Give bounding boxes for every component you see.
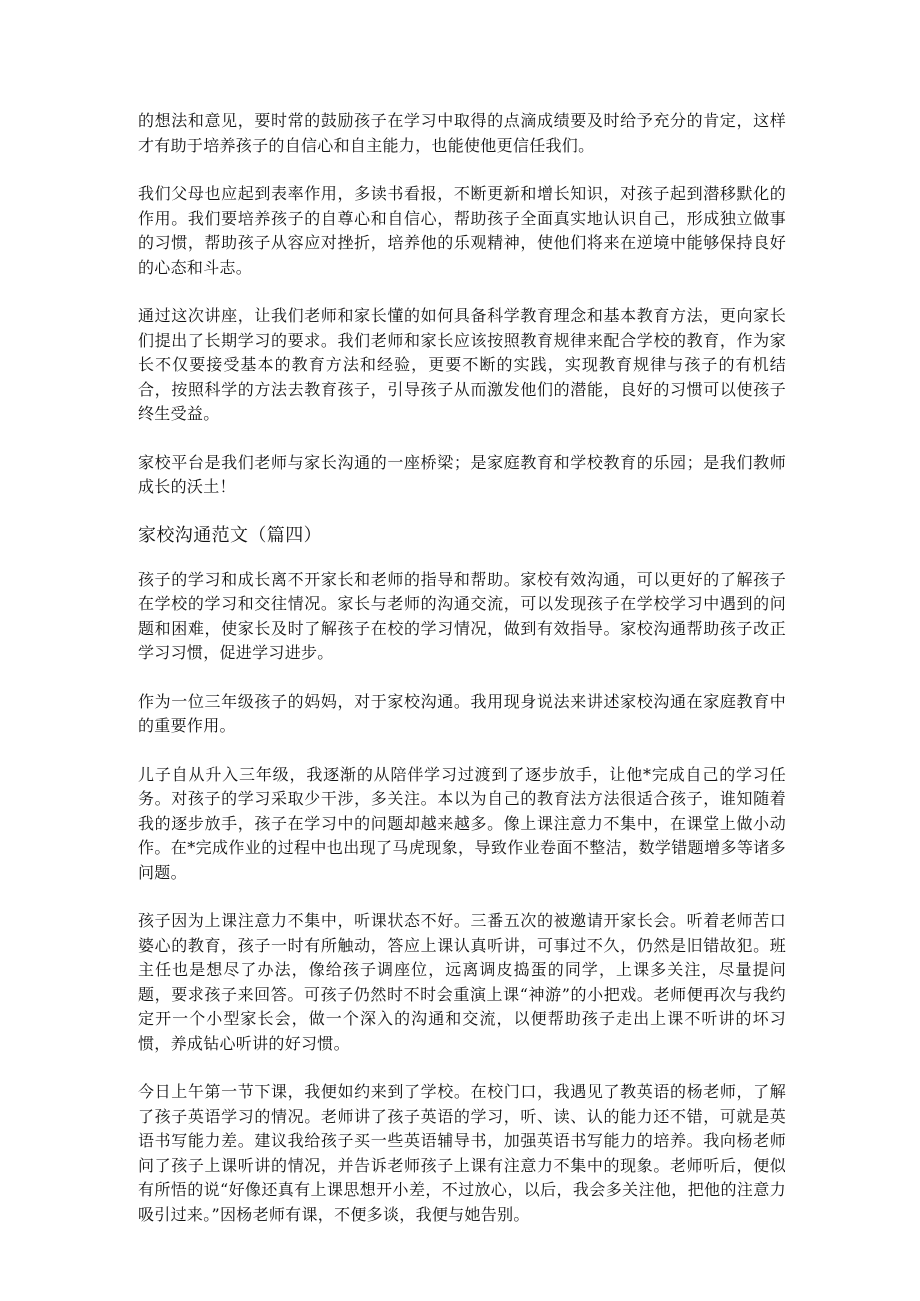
document-body [138,109,786,1251]
paragraph-platform-bridge: 家校平台是我们老师与家长沟通的一座桥梁；是家庭教育和学校教育的乐园；是我们教师成长的沃土！ [138,452,786,496]
paragraph-attention-problem: 孩子因为上课注意力不集中，听课状态不好。三番五次的被邀请开家长会。听着老师苦口婆心的教育，孩子一时有所触动，答应上课认真听讲，可事过不久，仍然是旧错故犯。班主任也是想尽了办法，像给孩子调座位，远离调皮捣蛋的同学，上课多关注，尽量提问题，要求孩子来回答。可孩子仍然时不时会重演上课“神游”的小把戏。老师便再次与我约定开一个小型家长会，做一个深入的沟通和交流，以便帮助孩子走出上课不听讲的坏习惯，养成钻心听讲的好习惯。 [138,911,786,1053]
paragraph-son-grade-three: 儿子自从升入三年级，我逐渐的从陪伴学习过渡到了逐步放手，让他*完成自己的学习任务。对孩子的学习采取少干涉，多关注。本以为自己的教育法方法很适合孩子，谁知随着我的逐步放手，孩子在学习中的问题却越来越多。像上课注意力不集中，在课堂上做小动作。在*完成作业的过程中也出现了马虎现象，导致作业卷面不整洁，数学错题增多等诸多问题。 [138,764,786,882]
paragraph-role-model: 我们父母也应起到表率作用，多读书看报，不断更新和增长知识，对孩子起到潜移默化的作用。我们要培养孩子的自尊心和自信心，帮助孩子全面真实地认识自己，形成独立做事的习惯，帮助孩子从容应对挫折，培养他的乐观精神，使他们将来在逆境中能够保持良好的心态和斗志。 [138,184,786,277]
paragraph-mother-role: 作为一位三年级孩子的妈妈，对于家校沟通。我用现身说法来讲述家校沟通在家庭教育中的重要作用。 [138,691,786,735]
paragraph-parent-opinions: 的想法和意见，要时常的鼓励孩子在学习中取得的点滴成绩要及时给予充分的肯定，这样才有助于培养孩子的自信心和自主能力，也能使他更信任我们。 [138,111,786,155]
paragraph-intro: 孩子的学习和成长离不开家长和老师的指导和帮助。家校有效沟通，可以更好的了解孩子在学校的学习和交往情况。家长与老师的沟通交流，可以发现孩子在学校学习中遇到的问题和困难，使家长及时了解孩子在校的学习情况，做到有效指导。家校沟通帮助孩子改正学习习惯，促进学习进步。 [138,569,786,662]
section-title: 家校沟通范文（篇四） [138,524,322,546]
paragraph-school-visit: 今日上午第一节下课，我便如约来到了学校。在校门口，我遇见了教英语的杨老师，了解了孩子英语学习的情况。老师讲了孩子英语的学习，听、读、认的能力还不错，可就是英语书写能力差。建议我给孩子买一些英语辅导书，加强英语书写能力的培养。我向杨老师问了孩子上课听讲的情况，并告诉老师孩子上课有注意力不集中的现象。老师听后，便似有所悟的说“好像还真有上课思想开小差，不过放心，以后，我会多关注他，把他的注意力吸引过来。”因杨老师有课，不便多谈，我便与她告别。 [138,1082,786,1224]
paragraph-lecture-summary: 通过这次讲座，让我们老师和家长懂的如何具备科学教育理念和基本教育方法，更向家长们提出了长期学习的要求。我们老师和家长应该按照教育规律来配合学校的教育，作为家长不仅要接受基本的教育方法和经验，更要不断的实践，实现教育规律与孩子的有机结合，按照科学的方法去教育孩子，引导孩子从而激发他们的潜能，良好的习惯可以使孩子终生受益。 [138,306,786,423]
